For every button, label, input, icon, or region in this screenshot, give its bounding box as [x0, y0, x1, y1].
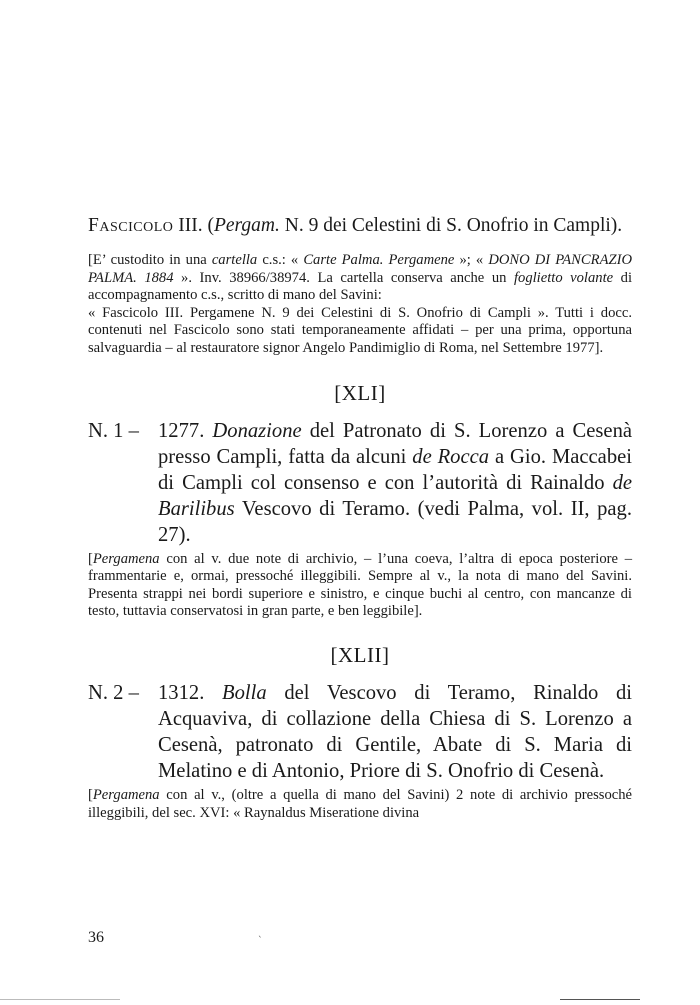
note-italic: Pergamena — [92, 550, 160, 567]
stray-mark: ` — [258, 936, 263, 946]
entry-italic: de Rocca — [412, 445, 490, 468]
section-heading-xlii: [XLII] — [330, 642, 390, 667]
note-italic: cartella — [211, 252, 258, 268]
note-text: [ — [88, 550, 93, 567]
fascicolo-note — [88, 252, 632, 358]
fascicolo-label: Fascicolo — [88, 215, 174, 236]
section-heading-xli: [XLI] — [334, 380, 386, 405]
note-text: con al v., (oltre a quella di mano del Savini) 2 note di archivio pressoché illeggibili, del sec. XVI: « Raynaldus Miseratione divina — [88, 786, 632, 821]
entry-text-part: del Vescovo di Teramo, Rinaldo di Acquaviva, di collazione della Chiesa di S. Lorenzo a Cesenà, patronato di Gentile, Abate di S. Maria di Melatino e di Antonio, Priore di S. Onofrio di Cesenà. — [158, 681, 632, 782]
entry-text — [158, 418, 632, 548]
entry-italic: Bolla — [222, 681, 267, 704]
entry-number: N. 1 – — [88, 419, 139, 442]
note-text: con al v. due note di archivio, – l’una coeva, l’altra di epoca posteriore – frammentarie e, ormai, pressoché illeggibili. Sempre al v., la nota di mano del Savini. Presenta strappi nei bordi superiore e sinistro, e cinque buchi al centro, con mancanze di testo, tuttavia conservatosi in gran parte, e ben leggibile]. — [88, 550, 632, 620]
entry-1 — [88, 418, 632, 548]
entry-text-part: del Patronato di S. Lorenzo a Cesenà presso Campli, fatta da alcuni — [158, 419, 633, 468]
note-text: [E’ custodito in una — [88, 252, 212, 268]
entry-text-part: a Gio. Maccabei di Campli col consenso e con l’autorità di Rainaldo — [158, 445, 632, 494]
entry-text-part: Vescovo di Teramo. (vedi Palma, vol. II, pag. 27). — [158, 497, 632, 546]
entry-date: 1312. — [158, 681, 223, 704]
page-number: 36 — [88, 929, 104, 946]
note-italic: DONO DI PANCRAZIO PALMA. 1884 — [88, 252, 632, 286]
fascicolo-title-italic: Pergam. — [213, 215, 280, 236]
entry-number: N. 2 – — [88, 681, 139, 704]
note-italic: Pergamena — [92, 786, 160, 803]
fascicolo-title-text: III. ( — [173, 215, 214, 236]
page-body — [88, 213, 632, 822]
note-text: di accompagnamento c.s., scritto di mano del Savini: — [88, 269, 633, 304]
note-text: »; « — [454, 252, 489, 268]
bottom-scan-edge — [0, 999, 700, 1000]
entry-2-note — [88, 787, 632, 822]
note-italic: foglietto volante — [513, 269, 614, 286]
note-text: [ — [88, 786, 93, 803]
entry-text — [158, 680, 632, 784]
note-text: c.s.: « — [257, 252, 304, 268]
entry-italic: de Barilibus — [158, 471, 632, 520]
entry-italic: Donazione — [212, 419, 302, 442]
entry-1-note — [88, 551, 632, 621]
note-text: « Fascicolo III. Pergamene N. 9 dei Celestini di S. Onofrio di Campli ». Tutti i docc. contenuti nel Fascicolo sono stati temporaneamente affidati – per una prima, opportuna salvaguardia – al restauratore signor Angelo Pandimiglio di Roma, nel Settembre 1977]. — [88, 304, 632, 356]
fascicolo-title — [88, 213, 632, 238]
note-text: ». Inv. 38966/38974. La cartella conserva anche un — [173, 269, 514, 286]
note-italic: Carte Palma. Pergamene — [303, 252, 455, 268]
entry-date: 1277. — [158, 419, 213, 442]
fascicolo-title-text-2: N. 9 dei Celestini di S. Onofrio in Campli). — [279, 215, 623, 236]
entry-2 — [88, 680, 632, 784]
